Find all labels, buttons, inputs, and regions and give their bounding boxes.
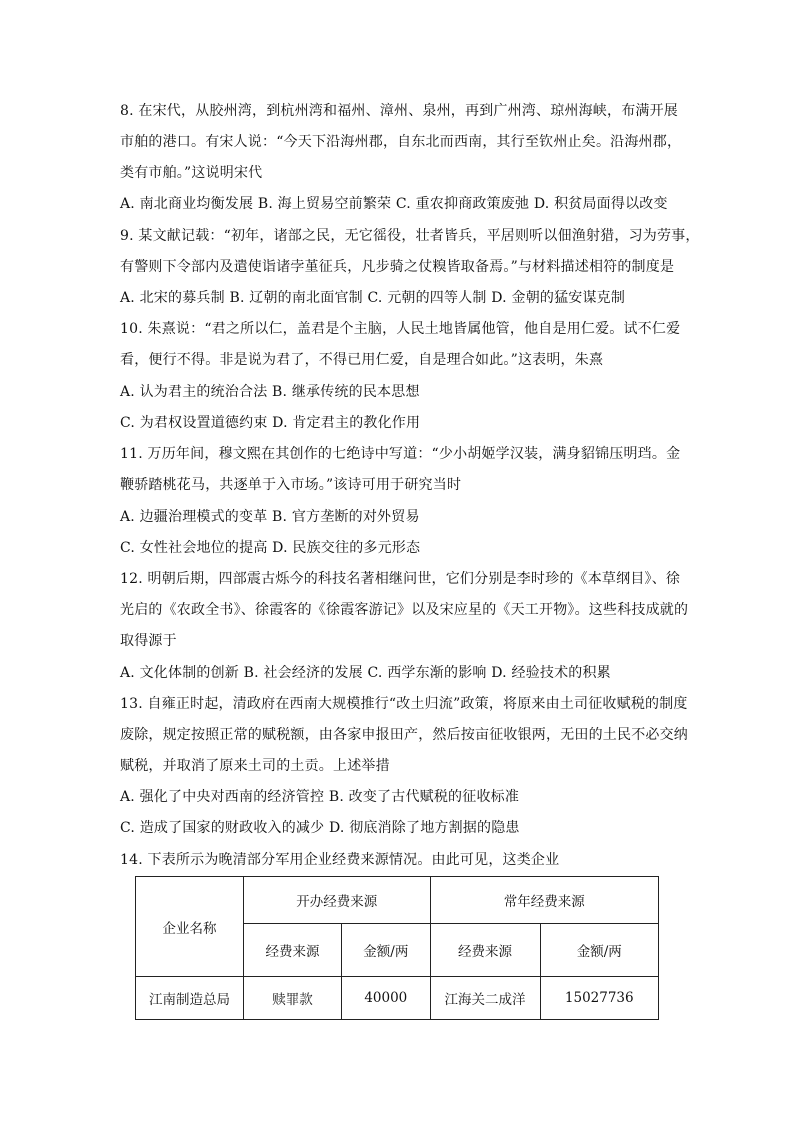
q10-text-line-2: 看，便行不得。非是说为君了，不得已用仁爱，自是理合如此。”这表明，朱熹 (120, 352, 604, 368)
q11-options-ab: A. 边疆治理模式的变革 B. 官方垄断的对外贸易 (120, 509, 420, 525)
q13-options-ab: A. 强化了中央对西南的经济管控 B. 改变了古代赋税的征收标准 (120, 789, 520, 805)
subheader-regular-source: 经费来源 (430, 924, 540, 977)
q9-text-line-2: 有警则下令部内及遣使诣诸孛堇征兵，凡步骑之仗糗皆取备焉。”与材料描述相符的制度是 (120, 259, 675, 275)
q9-options: A. 北宋的募兵制 B. 辽朝的南北面官制 C. 元朝的四等人制 D. 金朝的猛安谋克制 (120, 290, 626, 306)
q12-text-line-2: 光启的《农政全书》、徐霞客的《徐霞客游记》以及宋应星的《天工开物》。这些科技成就的 (120, 602, 689, 618)
q14-text-line-1: 14. 下表所示为晚清部分军用企业经费来源情况。由此可见，这类企业 (120, 852, 560, 868)
q11-text-line-2: 鞭骄踏桃花马，共逐单于入市场。”该诗可用于研究当时 (120, 477, 462, 493)
header-regular-funding: 常年经费来源 (430, 877, 658, 924)
cell-regular-amount: 15027736 (540, 977, 659, 1020)
q11-text-line-1: 11. 万历年间，穆文熙在其创作的七绝诗中写道：“少小胡姬学汉装，满身貂锦压明珰。金 (120, 446, 681, 462)
table-row (136, 977, 659, 1020)
q10-options-cd: C. 为君权设置道德约束 D. 肯定君主的教化作用 (120, 415, 421, 431)
cell-company: 江南制造总局 (136, 977, 244, 1020)
q10-text-line-1: 10. 朱熹说：“君之所以仁，盖君是个主脑，人民土地皆属他管，他自是用仁爱。试不仁爱 (120, 321, 681, 337)
q12-options: A. 文化体制的创新 B. 社会经济的发展 C. 西学东渐的影响 D. 经验技术的积累 (120, 665, 611, 681)
header-start-funding: 开办经费来源 (243, 877, 430, 924)
q9-text-line-1: 9. 某文献记载：“初年，诸部之民，无它徭役，壮者皆兵，平居则听以佃渔射猎，习为劳事， (120, 228, 700, 244)
cell-regular-source: 江海关二成洋 (430, 977, 540, 1020)
q8-text-line-2: 市舶的港口。有宋人说：“今天下沿海州郡，自东北而西南，其行至钦州止矣。沿海州郡， (120, 134, 682, 150)
subheader-start-source: 经费来源 (243, 924, 341, 977)
cell-start-amount: 40000 (342, 977, 431, 1020)
subheader-start-amount: 金额/两 (342, 924, 431, 977)
funding-table (135, 876, 659, 1020)
q8-text-line-3: 类有市舶。”这说明宋代 (120, 165, 263, 181)
q11-options-cd: C. 女性社会地位的提高 D. 民族交往的多元形态 (120, 540, 421, 556)
subheader-regular-amount: 金额/两 (540, 924, 659, 977)
q10-options-ab: A. 认为君主的统治合法 B. 继承传统的民本思想 (120, 384, 420, 400)
q13-text-line-3: 赋税，并取消了原来土司的土贡。上述举措 (120, 758, 390, 774)
header-company: 企业名称 (136, 877, 244, 977)
q12-text-line-3: 取得源于 (120, 633, 177, 649)
q13-text-line-1: 13. 自雍正时起，清政府在西南大规模推行“改土归流”政策，将原来由土司征收赋税的制度 (120, 696, 688, 712)
q13-text-line-2: 废除，规定按照正常的赋税额，由各家申报田产，然后按亩征收银两，无田的土民不必交纳 (120, 727, 688, 743)
cell-start-source: 赎罪款 (243, 977, 341, 1020)
q12-text-line-1: 12. 明朝后期，四部震古烁今的科技名著相继问世，它们分别是李时珍的《本草纲目》、徐 (120, 571, 681, 587)
q8-options: A. 南北商业均衡发展 B. 海上贸易空前繁荣 C. 重农抑商政策废弛 D. 积贫局面得以改变 (120, 196, 668, 212)
q13-options-cd: C. 造成了国家的财政收入的减少 D. 彻底消除了地方割据的隐患 (120, 820, 520, 836)
q8-text-line-1: 8. 在宋代，从胶州湾，到杭州湾和福州、漳州、泉州，再到广州湾、琼州海峡，布满开展 (120, 103, 679, 119)
